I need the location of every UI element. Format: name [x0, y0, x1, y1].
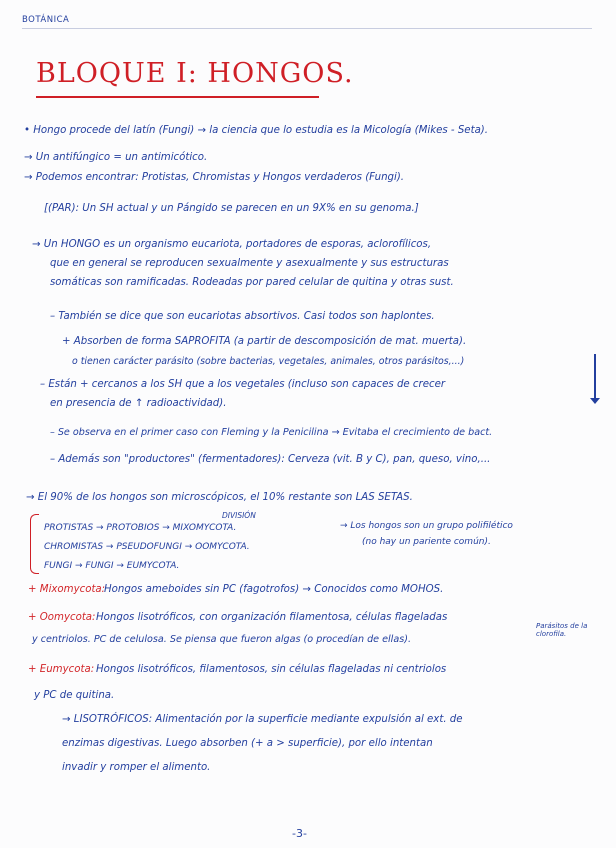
division-label: DIVISIÓN [222, 511, 256, 520]
classification-bracket [30, 514, 39, 574]
note-line-parasite: o tienen carácter parásito (sobre bacterias, vegetales, animales, otros parásitos,...) [72, 356, 465, 367]
polyphyletic-note: → Los hongos son un grupo polifilético [340, 521, 513, 531]
note-line-absorptive: – También se dice que son eucariotas absortivos. Casi todos son haplontes. [50, 311, 435, 322]
note-line-definition-1: → Un HONGO es un organismo eucariota, portadores de esporas, aclorofílicos, [32, 239, 432, 250]
note-line-etymology: • Hongo procede del latín (Fungi) → la ciencia que lo estudia es la Micología (Mikes - Seta). [24, 125, 489, 136]
lisotrophic-definition-3: invadir y romper el alimento. [62, 762, 211, 773]
note-line-closer-to-sh: – Están + cercanos a los SH que a los vegetales (incluso son capaces de crecer [40, 379, 446, 390]
lisotrophic-definition-1: → LISOTRÓFICOS: Alimentación por la superficie mediante expulsión al ext. de [62, 714, 463, 725]
classification-row-fungi: FUNGI → FUNGI → EUMYCOTA. [44, 561, 180, 571]
mixomycota-label: + Mixomycota: [28, 584, 106, 595]
arrow-icon [594, 354, 596, 400]
mixomycota-description: Hongos ameboides sin PC (fagotrofos) → Conocidos como MOHOS. [104, 584, 444, 595]
oomycota-description-2: y centriolos. PC de celulosa. Se piensa que fueron algas (o procedían de ellas). [32, 634, 412, 645]
classification-row-protistas: PROTISTAS → PROTOBIOS → MIXOMYCOTA. [44, 523, 237, 533]
page-title: BLOQUE I: HONGOS. [36, 58, 354, 89]
note-line-antifungal: → Un antifúngico = un antimicótico. [24, 152, 208, 163]
oomycota-side-note: Parásitos de la clorofila. [536, 622, 588, 638]
page-number: -3- [292, 827, 307, 840]
note-line-definition-2: que en general se reproducen sexualmente y asexualmente y sus estructuras [50, 258, 449, 269]
subject-header: BOTÁNICA [22, 15, 70, 25]
title-underline [36, 96, 319, 98]
eumycota-description-2: y PC de quitina. [34, 690, 115, 701]
header-divider [22, 28, 592, 29]
eumycota-description: Hongos lisotróficos, filamentosos, sin células flageladas ni centriolos [96, 664, 447, 675]
classification-row-chromistas: CHROMISTAS → PSEUDOFUNGI → OOMYCOTA. [44, 542, 250, 552]
eumycota-label: + Eumycota: [28, 664, 95, 675]
oomycota-label: + Oomycota: [28, 612, 96, 623]
note-line-radioactivity: en presencia de ↑ radioactividad). [50, 398, 227, 409]
note-line-genome: [(PAR): Un SH actual y un Pángido se parecen en un 9X% en su genoma.] [44, 203, 419, 214]
polyphyletic-note-2: (no hay un pariente común). [362, 537, 491, 547]
lisotrophic-definition-2: enzimas digestivas. Luego absorben (+ a > superficie), por ello intentan [62, 738, 433, 749]
oomycota-description: Hongos lisotróficos, con organización filamentosa, células flageladas [96, 612, 448, 623]
note-line-fleming: – Se observa en el primer caso con Fleming y la Penicilina → Evitaba el crecimiento de bact. [50, 427, 493, 438]
note-line-groups: → Podemos encontrar: Protistas, Chromistas y Hongos verdaderos (Fungi). [24, 172, 405, 183]
note-line-producers: – Además son "productores" (fermentadores): Cerveza (vit. B y C), pan, queso, vino,... [50, 454, 491, 465]
note-line-saprophyte: + Absorben de forma SAPROFITA (a partir de descomposición de mat. muerta). [62, 336, 467, 347]
note-line-definition-3: somáticas son ramificadas. Rodeadas por pared celular de quitina y otras sust. [50, 277, 454, 288]
note-line-percentages: → El 90% de los hongos son microscópicos, el 10% restante son LAS SETAS. [26, 492, 413, 503]
